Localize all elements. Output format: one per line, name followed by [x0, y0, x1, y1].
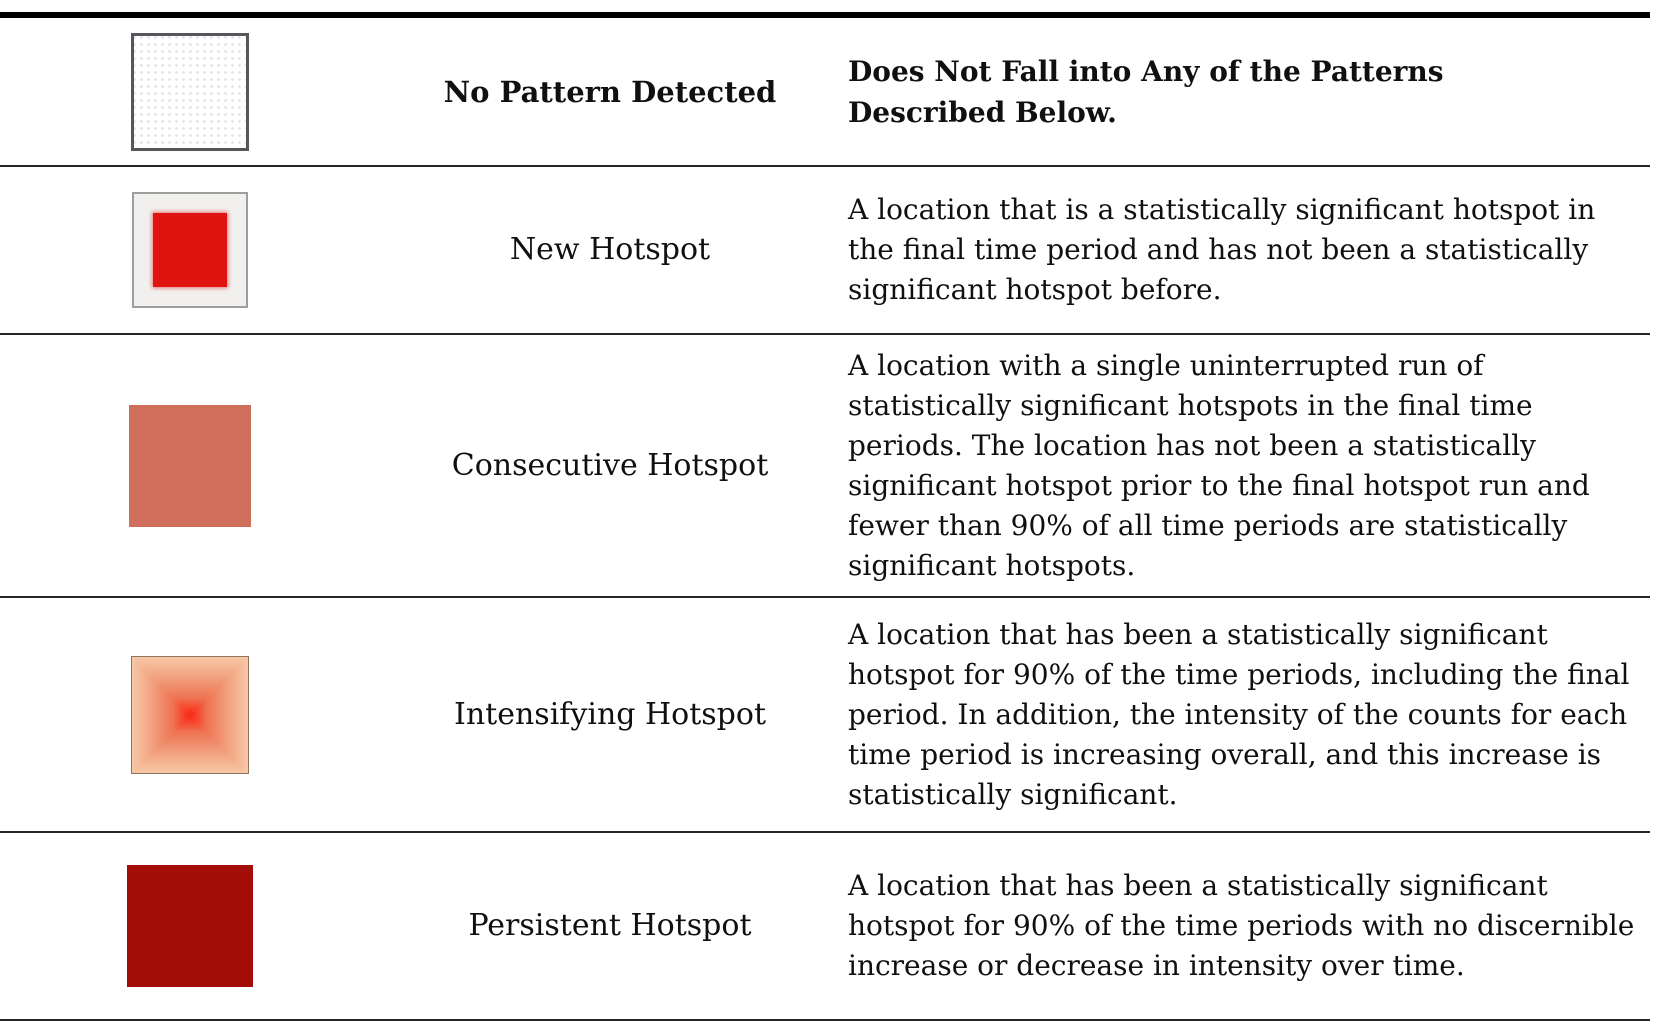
pattern-description: Does Not Fall into Any of the Patterns Described Below.	[848, 54, 1444, 129]
pattern-description-cell	[840, 346, 1650, 586]
pattern-description-cell	[840, 615, 1650, 815]
persistent-hotspot-swatch-icon	[127, 865, 253, 987]
pattern-description-cell	[840, 190, 1650, 310]
pattern-description: A location with a single uninterrupted run of statistically significant hotspots in the final time periods. The location has not been a statistically significant hotspot prior to the final hotspot run and fewer than 90% of all time periods are statistically significant hotspots.	[848, 348, 1590, 582]
pattern-description-cell	[840, 866, 1650, 986]
persistent-hotspot-cell	[0, 833, 380, 1019]
new-hotspot-inner-square	[153, 213, 227, 287]
table-row	[0, 18, 1650, 167]
pattern-label: Persistent Hotspot	[468, 908, 752, 943]
table-row	[0, 335, 1650, 598]
consecutive-hotspot-cell	[0, 335, 380, 596]
pattern-label: No Pattern Detected	[443, 74, 777, 109]
no-pattern-swatch-icon	[131, 33, 249, 151]
pattern-label: Intensifying Hotspot	[454, 696, 766, 732]
table-row	[0, 598, 1650, 833]
new-hotspot-cell	[0, 167, 380, 333]
pattern-description: A location that has been a statistically significant hotspot for 90% of the time periods with no discernible increase or decrease in intensity over time.	[848, 869, 1635, 982]
pattern-description: A location that has been a statistically significant hotspot for 90% of the time periods, including the final period. In addition, the intensity of the counts for each time period is increasing overall, and this increase is statistically significant.	[848, 617, 1630, 811]
intensifying-hotspot-swatch-icon	[131, 656, 249, 774]
hotspot-pattern-legend-table	[0, 18, 1650, 1021]
table-row	[0, 833, 1650, 1021]
consecutive-hotspot-swatch-icon	[129, 405, 251, 527]
pattern-description-cell	[840, 51, 1650, 133]
pattern-description: A location that is a statistically significant hotspot in the final time period and has not been a statistically significant hotspot before.	[848, 193, 1596, 306]
pattern-label: New Hotspot	[509, 232, 711, 267]
table-row	[0, 167, 1650, 335]
no-pattern-cell	[0, 18, 380, 165]
new-hotspot-swatch-icon	[132, 192, 248, 308]
intensifying-hotspot-cell	[0, 598, 380, 831]
pattern-label: Consecutive Hotspot	[451, 447, 769, 483]
